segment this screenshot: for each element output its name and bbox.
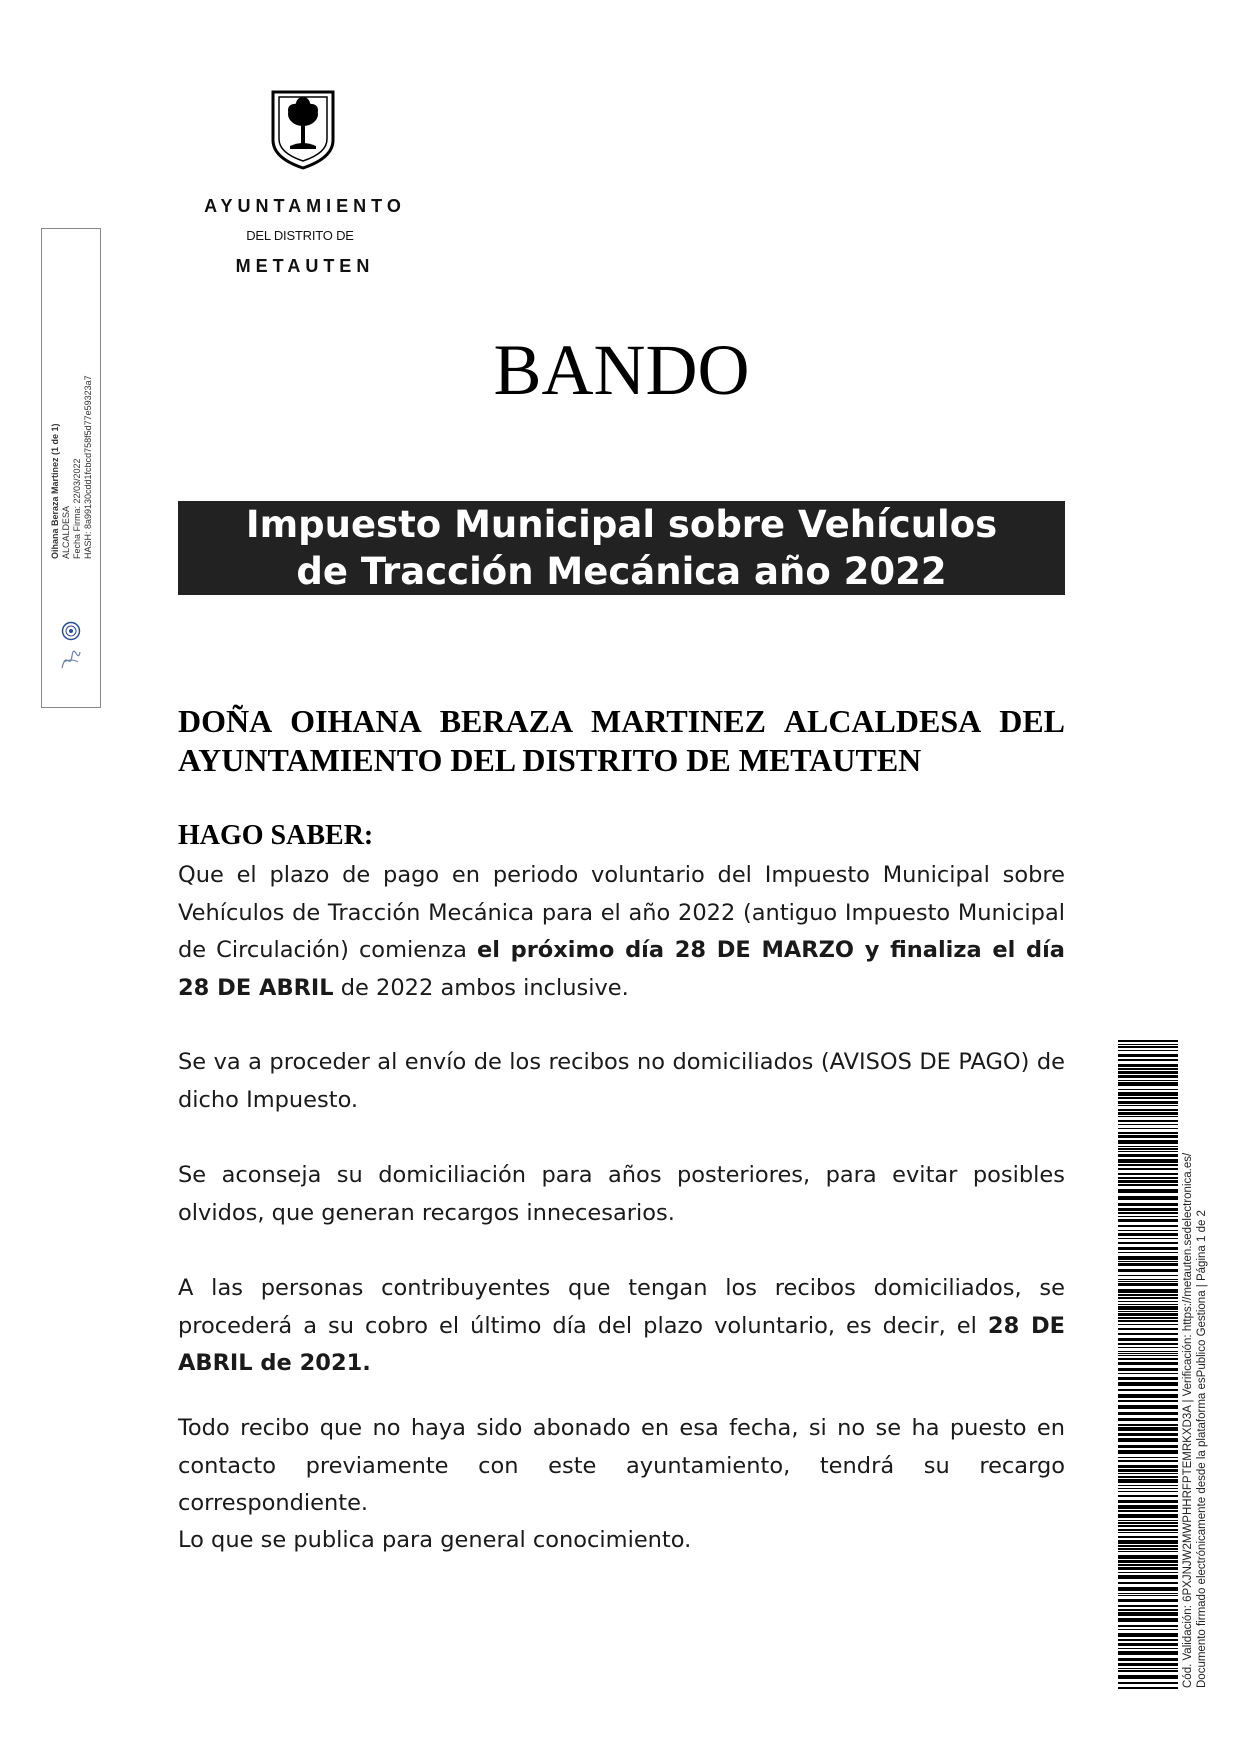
signer-role: ALCALDESA <box>61 505 71 559</box>
subject-line1: Impuesto Municipal sobre Vehículos <box>245 503 998 546</box>
seal-icon <box>61 621 81 641</box>
signature-date: Fecha Firma: 22/03/2022 <box>72 458 82 559</box>
paragraph-payment-period <box>178 857 1065 1007</box>
validation-line1: Cód. Validación: 6PXJNJW2MWPHHRFPTEMRKXD3A | Verificación: https://metauten.sedelectronica.es/ <box>1182 1152 1194 1688</box>
subject-line2: de Tracción Mecánica año 2022 <box>296 550 947 593</box>
p1-dates-bold: el próximo día 28 DE MARZO y finaliza el día 28 DE ABRIL <box>178 937 1065 1001</box>
paragraph-closing: Lo que se publica para general conocimiento. <box>178 1527 692 1553</box>
official-heading: DOÑA OIHANA BERAZA MARTINEZ ALCALDESA DEL AYUNTAMIENTO DEL DISTRITO DE METAUTEN <box>178 703 1065 778</box>
org-name-line2: DEL DISTRITO DE <box>246 228 354 243</box>
paragraph-direct-debit: Se aconseja su domiciliación para años posteriores, para evitar posibles olvidos, que generan recargos innecesarios. <box>178 1162 1065 1226</box>
paragraph-domiciled-receipts <box>178 1270 1065 1383</box>
validation-line2: Documento firmado electrónicamente desde la plataforma esPublico Gestiona | Página 1 de 2 <box>1196 1210 1208 1688</box>
signature-stamp <box>41 228 101 708</box>
p4-date-bold: 28 DE ABRIL de 2021. <box>178 1312 1065 1376</box>
signer-name: Oihana Beraza Martinez (1 de 1) <box>50 423 60 559</box>
barcode-icon <box>1118 1040 1178 1690</box>
p4-text-a: A las personas contribuyentes que tengan los recibos domiciliados, se procederá a su cobro el último día del plazo voluntario, es decir, el <box>178 1275 1065 1339</box>
document-title: BANDO <box>493 330 750 410</box>
handwritten-signature-icon <box>56 644 86 674</box>
org-name-line1: AYUNTAMIENTO <box>204 196 406 216</box>
municipal-crest-icon <box>268 88 338 170</box>
signature-hash: HASH: 8a99130cdd1fcbcd758f5d77e59323a7 <box>83 375 93 559</box>
paragraph-receipts: Se va a proceder al envío de los recibos no domiciliados (AVISOS DE PAGO) de dicho Impuesto. <box>178 1049 1065 1113</box>
org-name-line3: METAUTEN <box>235 256 375 276</box>
subject-banner <box>178 501 1065 595</box>
validation-text <box>1181 1068 1209 1688</box>
paragraph-surcharge: Todo recibo que no haya sido abonado en esa fecha, si no se ha puesto en contacto previamente con este ayuntamiento, tendrá su recargo correspondiente. <box>178 1415 1065 1516</box>
signature-text <box>50 79 110 559</box>
hago-saber-heading: HAGO SABER: <box>178 820 374 851</box>
p1-text-a: Que el plazo de pago en periodo voluntario del Impuesto Municipal sobre Vehículos de Tracción Mecánica para el año 2022 (antiguo Impuesto Municipal de Circulación) comienza <box>178 862 1065 963</box>
p1-text-c: de 2022 ambos inclusive. <box>333 974 629 1001</box>
